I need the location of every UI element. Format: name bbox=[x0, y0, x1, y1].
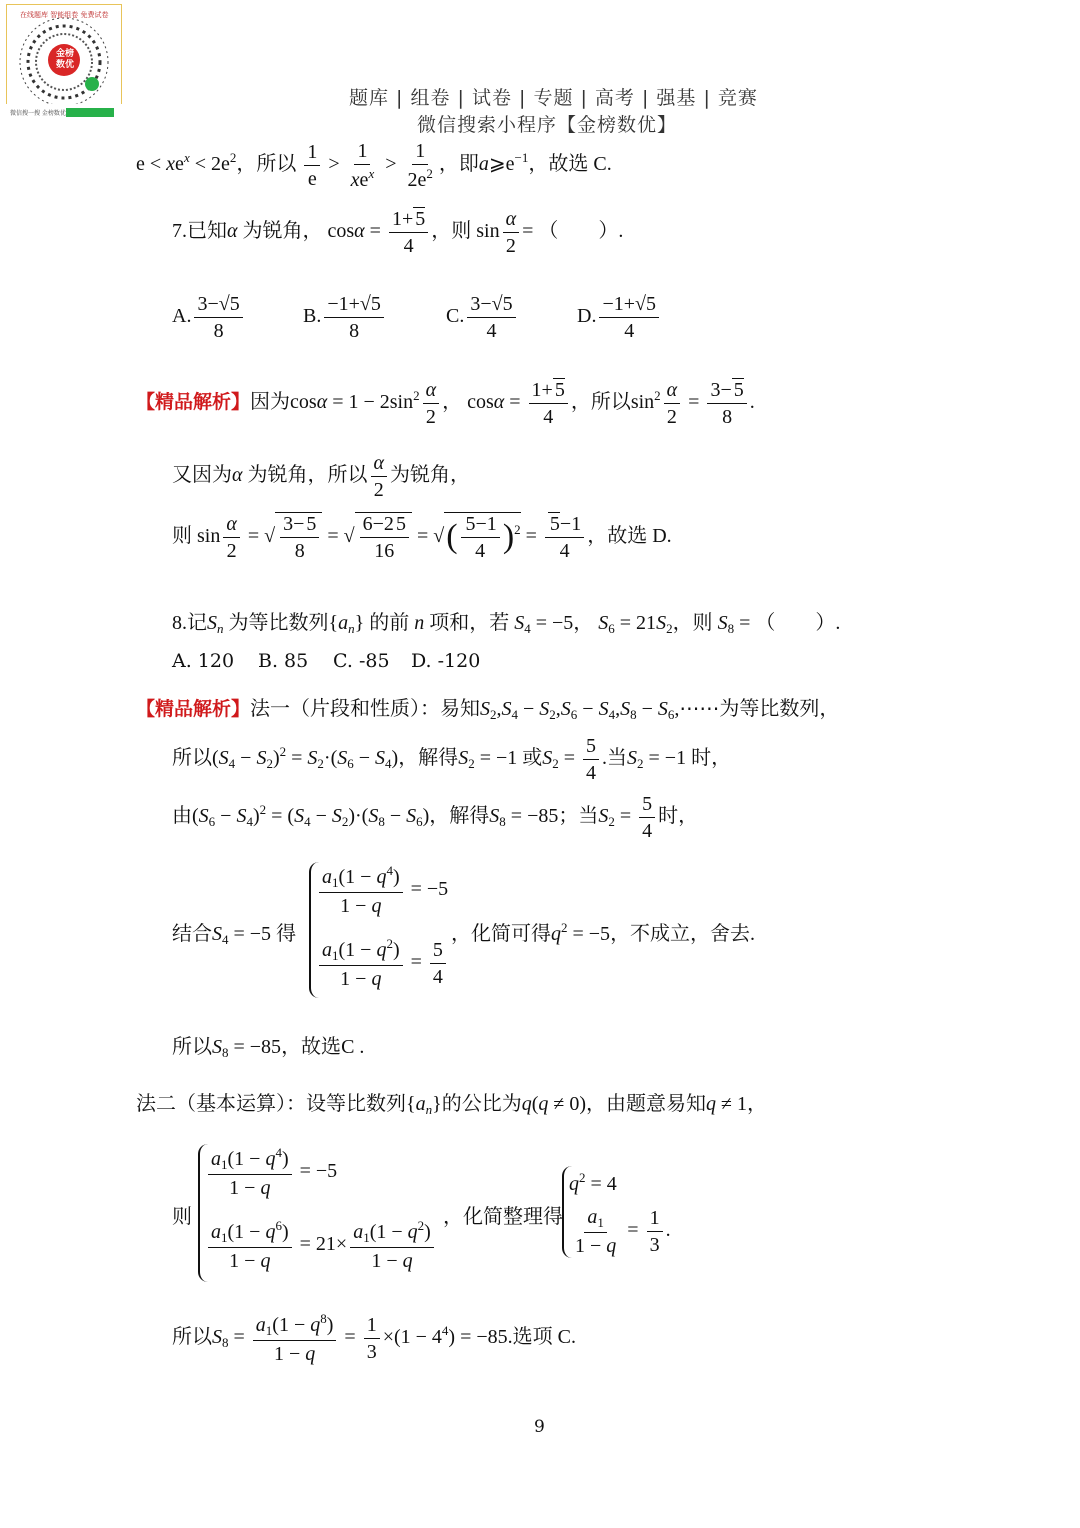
q7-analysis-line1: 【精品解析】因为$\cos\alpha = 1 - 2\sin^2$ $\frac{\alpha}{2}$ ， cosα = $\frac{1+ 5}{4}$ ，所以$\sin^2$ $\frac{\alpha}{2}$ = $\frac{3- 5}{8}$ . bbox=[136, 379, 755, 428]
q7-analysis-line3: 则 sin $\frac{\alpha}{2}$ = √ $\frac{3- 5}{8}$ = √ $\frac{6-2 5}{16}$ = √( $\frac{5-1}{4}$ )$^2$ = $\frac{5-1}{4}$ ，故选 D. bbox=[172, 513, 672, 562]
logo-bottom-text: 微信搜一搜 金榜数优 bbox=[10, 110, 66, 117]
q7-stem: 7.已知α 为锐角， cosα = $\frac{1+ 5}{4}$ ，则 sin $\frac{\alpha}{2}$ = （ ）. bbox=[172, 208, 624, 257]
q8-stem: 8.记$S_n$ 为等比数列$\{a_n\}$ 的前 n 项和，若 $S_4 = -5$， $S_6 = 21S_2$，则 $S_8$ = （ ）. bbox=[172, 612, 841, 636]
header-subtitle: 微信搜索小程序【金榜数优】 bbox=[417, 114, 678, 136]
q7-option-a[interactable]: A. $\frac{3-√5}{8}$ bbox=[172, 293, 246, 342]
q7-option-b[interactable]: B. $\frac{-1+√5}{8}$ bbox=[303, 293, 387, 342]
q8-method1-line4-label: 结合$S_4 = -5$ 得 bbox=[172, 923, 297, 947]
logo-brand: 金榜数优 bbox=[55, 49, 74, 70]
analysis-tag: 【精品解析】 bbox=[136, 698, 251, 720]
q8-option-d[interactable]: D. -120 bbox=[411, 650, 481, 672]
q8-option-b[interactable]: B. 85 bbox=[258, 650, 309, 672]
q8-m2-eq2: $\frac{a_1(1 - q^6)}{1 - q}$ = 21× $\frac{a_1(1 - q^2)}{1 - q}$ bbox=[205, 1219, 437, 1272]
q8-final: 所以$S_8$ = $\frac{a_1(1 - q^8)}{1 - q}$ = $\frac{1}{3}$ $\times(1 - 4^4) = -85$.选项 C. bbox=[172, 1311, 576, 1366]
q8-method1-line2: 所以$(S_4 - S_2)^2 = S_2\cdot(S_6 - S_4)$，解得$S_2 = -1$ 或$S_2$ = $\frac{5}{4}$ .当$S_2 = -1$ 时， bbox=[172, 735, 732, 784]
q8-method1-line3: 由$(S_6 - S_4)^2 = (S_4 - S_2)\cdot(S_8 - S_6)$，解得$S_8 = -85$；当$S_2$ = $\frac{5}{4}$ 时， bbox=[172, 793, 699, 842]
prev-conclusion: $e < xe^x < 2e^2$，所以 $\frac{1}{e}$ > $\frac{1}{xe^x}$ > $\frac{1}{2e^2}$ ，即$a⩾e^{-1}$，故选 C. bbox=[136, 140, 612, 191]
q8-m2-res1: $q^2 = 4$ bbox=[569, 1170, 617, 1195]
q8-system-eq2: $\frac{a_1(1 - q^2)}{1 - q}$ = $\frac{5}{4}$ bbox=[316, 937, 449, 990]
q7-option-d[interactable]: D. $\frac{-1+√5}{4}$ bbox=[577, 293, 662, 342]
q8-m2-res2: $\frac{a_1}{1 - q}$ = $\frac{1}{3}$ . bbox=[575, 1206, 671, 1258]
q8-m2-eq1: $\frac{a_1(1 - q^4)}{1 - q}$ = −5 bbox=[205, 1146, 337, 1199]
logo-top-text: 在线题库 智能组卷 免费试卷 bbox=[20, 11, 109, 19]
q7-analysis-line2: 又因为α 为锐角，所以 $\frac{\alpha}{2}$ 为锐角， bbox=[172, 452, 470, 501]
q7-option-c[interactable]: C. $\frac{3-√5}{4}$ bbox=[446, 293, 519, 342]
q8-system-eq1: $\frac{a_1(1 - q^4)}{1 - q}$ = −5 bbox=[316, 864, 448, 917]
q8-method1-conclusion: 所以$S_8 = -85$，故选C . bbox=[172, 1036, 365, 1060]
header-nav[interactable]: 题库 | 组卷 | 试卷 | 专题 | 高考 | 强基 | 竞赛 bbox=[349, 87, 758, 109]
q8-method1-line4-result: ，化简可得$q^2 = -5$，不成立，舍去. bbox=[451, 920, 756, 945]
page-number: 9 bbox=[534, 1417, 545, 1437]
q8-option-a[interactable]: A. 120 bbox=[172, 650, 235, 672]
app-qr-logo[interactable] bbox=[6, 4, 122, 120]
q8-option-c[interactable]: C. -85 bbox=[333, 650, 390, 672]
q8-method2-then: 则 bbox=[172, 1206, 192, 1228]
analysis-tag: 【精品解析】 bbox=[136, 391, 251, 414]
q8-m2-simplify: ，化简整理得 bbox=[443, 1206, 563, 1228]
q8-method1-intro: 【精品解析】法一（片段和性质）：易知$S_2,S_4 - S_2,S_6 - S_4,S_8$ − $S_6,\cdots\cdots$为等比数列， bbox=[136, 698, 840, 722]
q8-method2-intro: 法二（基本运算）：设等比数列$\{a_n\}$的公比为q(q ≠ 0)，由题意易知q ≠ 1， bbox=[136, 1093, 768, 1117]
